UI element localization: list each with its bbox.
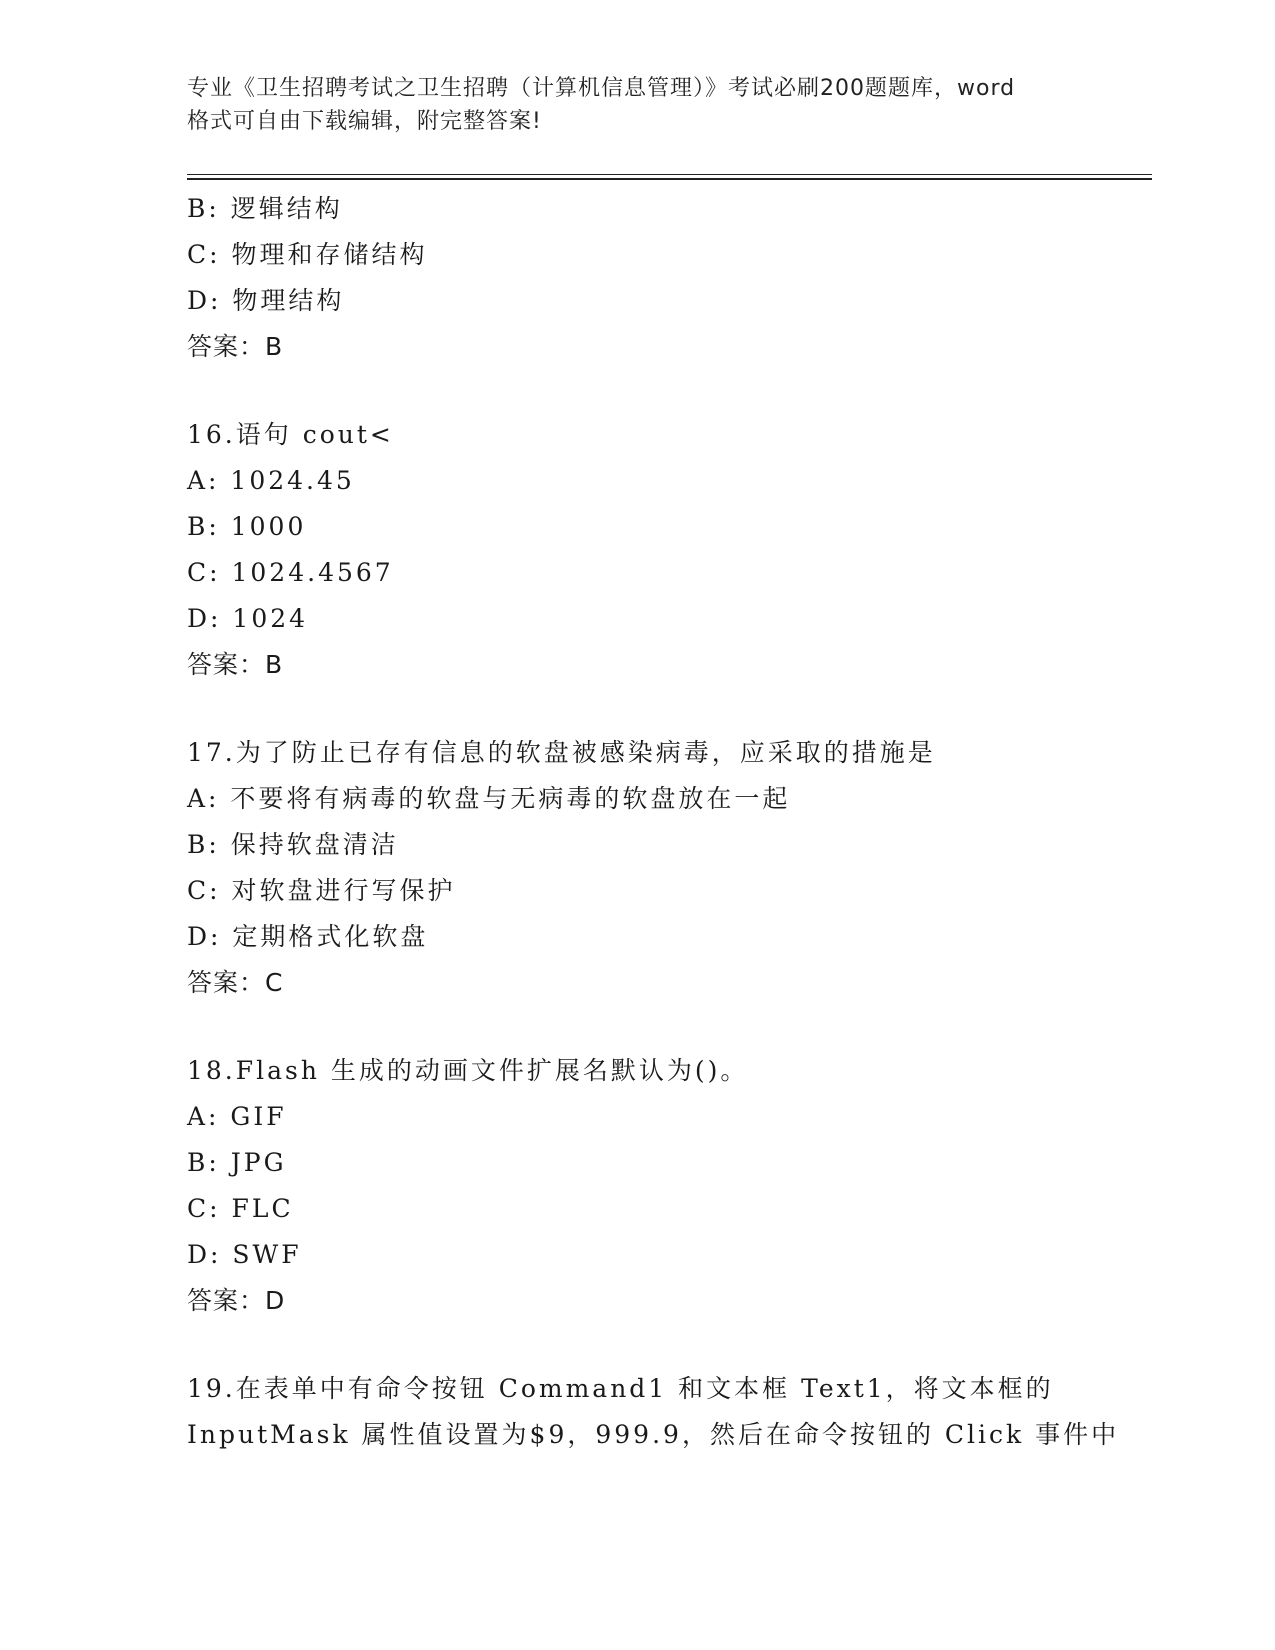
- option-c: C: 1024.4567: [187, 558, 394, 587]
- option-a: A: 不要将有病毒的软盘与无病毒的软盘放在一起: [187, 784, 791, 813]
- option-d: D: SWF: [187, 1240, 302, 1269]
- option-d: D: 定期格式化软盘: [187, 922, 429, 951]
- option-d: D: 物理结构: [187, 286, 345, 315]
- option-c: C: FLC: [187, 1194, 294, 1223]
- answer-line: 答案：B: [187, 332, 284, 361]
- question-18: [187, 1048, 1152, 1324]
- question-stem-line-2: InputMask 属性值设置为$9，999.9，然后在命令按钮的 Click 事件中: [187, 1420, 1120, 1449]
- answer-line: 答案：C: [187, 968, 284, 997]
- header-rule-thick: [187, 178, 1152, 180]
- option-a: A: GIF: [187, 1102, 287, 1131]
- spacer: [187, 370, 1152, 412]
- spacer: [187, 688, 1152, 730]
- question-16: [187, 412, 1152, 688]
- question-17: [187, 730, 1152, 1006]
- header-line-2: 格式可自由下载编辑，附完整答案!: [187, 109, 542, 134]
- document-header: [187, 72, 1087, 138]
- question-stem-line-1: 19.在表单中有命令按钮 Command1 和文本框 Text1，将文本框的: [187, 1374, 1054, 1403]
- header-line-1: 专业《卫生招聘考试之卫生招聘（计算机信息管理）》考试必刷200题题库，word: [187, 76, 1016, 101]
- question-15-continuation: [187, 186, 1152, 370]
- spacer: [187, 1324, 1152, 1366]
- question-stem: 18.Flash 生成的动画文件扩展名默认为()。: [187, 1056, 749, 1085]
- document-body: [187, 186, 1152, 1458]
- option-b: B: 1000: [187, 512, 307, 541]
- option-b: B: 保持软盘清洁: [187, 830, 399, 859]
- answer-line: 答案：B: [187, 650, 284, 679]
- spacer: [187, 1006, 1152, 1048]
- option-c: C: 物理和存储结构: [187, 240, 428, 269]
- option-b: B: 逻辑结构: [187, 194, 343, 223]
- option-a: A: 1024.45: [187, 466, 355, 495]
- option-c: C: 对软盘进行写保护: [187, 876, 456, 905]
- question-stem: 17.为了防止已存有信息的软盘被感染病毒，应采取的措施是: [187, 738, 936, 767]
- question-19: [187, 1366, 1152, 1458]
- question-stem: 16.语句 cout<: [187, 420, 394, 449]
- option-d: D: 1024: [187, 604, 309, 633]
- header-rule-thin: [187, 174, 1152, 175]
- answer-line: 答案：D: [187, 1286, 286, 1315]
- option-b: B: JPG: [187, 1148, 287, 1177]
